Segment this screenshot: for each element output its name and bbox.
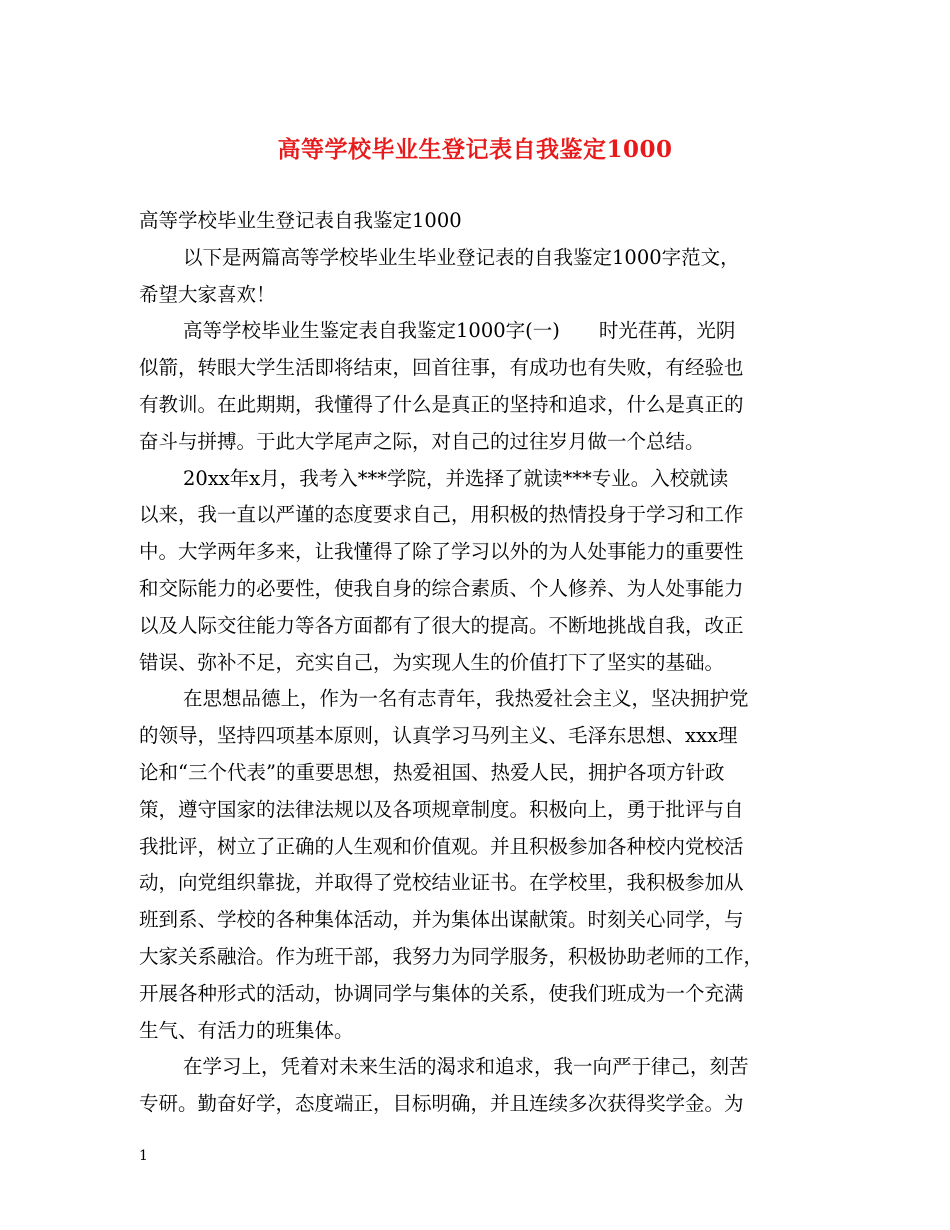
paragraph-line: 我批评，树立了正确的人生观和价值观。并且积极参加各种校内党校活 (139, 834, 744, 858)
paragraph-line: 班到系、学校的各种集体活动，并为集体出谋献策。时刻关心同学，与 (139, 908, 744, 932)
paragraph-line: 生气、有活力的班集体。 (139, 1018, 354, 1042)
page-number: 1 (139, 1148, 148, 1164)
paragraph-line: 策，遵守国家的法律法规以及各项规章制度。积极向上，勇于批评与自 (139, 797, 744, 821)
paragraph-line: 错误、弥补不足，充实自己，为实现人生的价值打下了坚实的基础。 (139, 650, 725, 674)
paragraph-line: 在思想品德上，作为一名有志青年，我热爱社会主义，坚决拥护党 (183, 687, 749, 711)
paragraph-line: 以及人际交往能力等各方面都有了很大的提高。不断地挑战自我，改正 (139, 613, 744, 637)
paragraph-line: 有教训。在此期期，我懂得了什么是真正的坚持和追求，什么是真正的 (139, 392, 744, 416)
paragraph-line: 以下是两篇高等学校毕业生毕业登记表的自我鉴定1000字范文， (183, 245, 740, 269)
paragraph-line: 在学习上，凭着对未来生活的渴求和追求，我一向严于律己，刻苦 (183, 1055, 749, 1079)
paragraph-line: 似箭，转眼大学生活即将结束，回首往事，有成功也有失败，有经验也 (139, 356, 744, 380)
paragraph-line: 以来，我一直以严谨的态度要求自己，用积极的热情投身于学习和工作 (139, 503, 744, 527)
document-title: 高等学校毕业生登记表自我鉴定1000 (277, 136, 673, 163)
paragraph-line: 动，向党组织靠拢，并取得了党校结业证书。在学校里，我积极参加从 (139, 871, 744, 895)
paragraph-line: 希望大家喜欢！ (139, 282, 276, 306)
paragraph-line: 专研。勤奋好学，态度端正，目标明确，并且连续多次获得奖学金。为 (139, 1092, 744, 1116)
paragraph-line: 的领导，坚持四项基本原则，认真学习马列主义、毛泽东思想、xxx理 (139, 724, 738, 748)
subtitle-line: 高等学校毕业生登记表自我鉴定1000 (139, 209, 462, 232)
paragraph-line: 高等学校毕业生鉴定表自我鉴定1000字(一) 时光荏苒，光阴 (183, 319, 736, 343)
paragraph-line: 中。大学两年多来，让我懂得了除了学习以外的为人处事能力的重要性 (139, 540, 744, 564)
paragraph-line: 和交际能力的必要性，使我自身的综合素质、个人修养、为人处事能力 (139, 576, 744, 600)
paragraph-line: 奋斗与拼搏。于此大学尾声之际，对自己的过往岁月做一个总结。 (139, 429, 705, 453)
paragraph-line: 论和“三个代表”的重要思想，热爱祖国、热爱人民，拥护各项方针政 (139, 760, 725, 784)
paragraph-line: 开展各种形式的活动，协调同学与集体的关系，使我们班成为一个充满 (139, 981, 744, 1005)
paragraph-line: 大家关系融洽。作为班干部，我努力为同学服务，积极协助老师的工作， (139, 944, 764, 968)
document-body (139, 203, 819, 1123)
paragraph-line: 20xx年x月，我考入***学院，并选择了就读***专业。入校就读 (183, 466, 729, 490)
